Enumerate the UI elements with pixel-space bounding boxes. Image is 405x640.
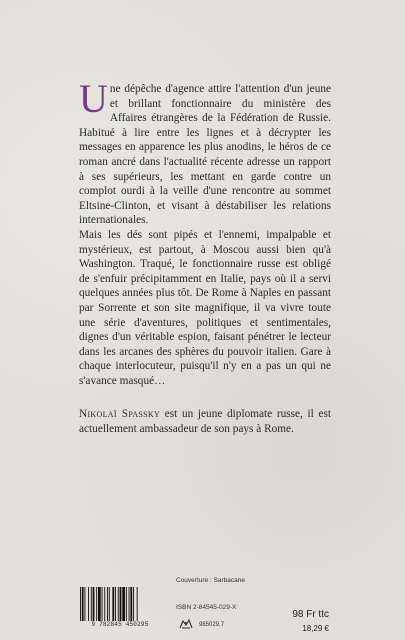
product-code: 985029.7 <box>199 622 225 628</box>
author-bio-text: est un jeune diplomate russe, il est actuellement ambassadeur de son pays à Rome. <box>79 408 332 436</box>
barcode-bar <box>133 587 134 621</box>
author-bio <box>79 407 331 436</box>
blurb-paragraph-1 <box>79 76 331 228</box>
barcode-bar <box>88 587 89 621</box>
barcode-bar <box>107 587 108 621</box>
barcode-bar <box>129 587 130 621</box>
barcode-bars <box>78 587 162 621</box>
dropcap-letter: U <box>79 76 108 121</box>
price-euros: 18,29 € <box>302 624 329 633</box>
publisher-logo-icon <box>178 617 194 629</box>
barcode-bar <box>98 587 101 621</box>
barcode-bar <box>85 587 86 621</box>
cover-credit: Couverture : Sarbacane <box>176 577 246 584</box>
barcode-bar <box>82 587 84 621</box>
barcode-bar <box>93 587 95 621</box>
price-francs: 98 Fr ttc <box>292 609 329 620</box>
barcode-bar <box>112 587 114 621</box>
barcode-bar <box>126 587 127 621</box>
blurb-paragraph-1-text: ne dépêche d'agence attire l'attention d'un jeune et brillant fonctionnaire du ministère des Affaires étrangères de la Fédération de Russie. Habitué à lire entre les lignes et à décrypter les messages en apparence les plus anodins, le héros de ce roman ancré dans l'actualité récente adresse un rapport à ses supérieurs, les mettant en garde contre un complot ourdi à la veille d'une rencontre au sommet Eltsine-Clinton, et visant à déstabiliser les relations internationales. <box>79 83 331 227</box>
isbn-number: ISBN 2-84545-029-X <box>176 604 237 611</box>
back-cover-text <box>79 76 332 437</box>
barcode-bar <box>104 587 105 621</box>
barcode-bar <box>115 587 116 621</box>
barcode-bar <box>137 587 138 621</box>
barcode-bar <box>80 587 81 621</box>
barcode-bar <box>120 587 122 621</box>
barcode-bar <box>102 587 103 621</box>
barcode-bar <box>122 587 125 621</box>
author-name: Nikolaï Spassky <box>79 408 161 421</box>
barcode-bar <box>109 587 110 621</box>
blurb-paragraph-2: Mais les dés sont pipés et l'ennemi, impalpable et mystérieux, est partout, à Moscou aussi bien qu'à Washington. Traqué, le fonctionnaire russe est obligé de s'enfuir précipitamment en Italie, pays où il a servi quelques années plus tôt. De Rome à Naples en passant par Sorrente et son site magnifique, il va vivre toute une série d'aventures, politiques et sentimentales, dignes d'un véritable espion, faisant pénétrer le lecteur dans les arcanes des sphères du pouvoir italien. Gare à chaque interlocuteur, puisqu'il n'y en a pas un qui ne s'avance masqué… <box>79 228 331 387</box>
barcode-bar <box>96 587 97 621</box>
publisher-logo-icon-graphic <box>178 618 194 630</box>
barcode-bar <box>91 587 92 621</box>
barcode-bar <box>130 587 132 621</box>
barcode-digits: 9 782845 450295 <box>78 621 162 628</box>
barcode-bar <box>118 587 119 621</box>
